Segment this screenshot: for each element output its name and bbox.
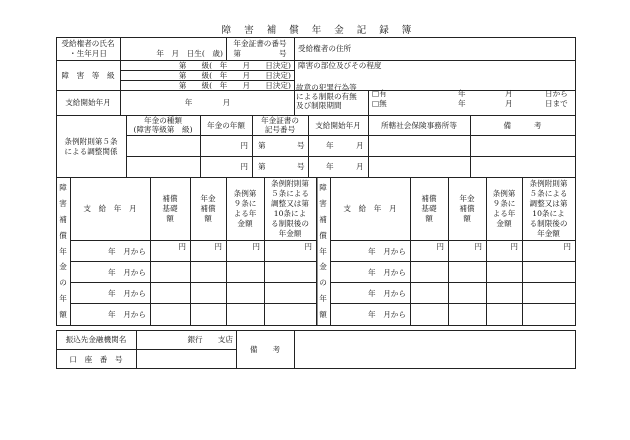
side-label-char: 償 bbox=[319, 230, 327, 240]
title-char: 償 bbox=[289, 25, 304, 36]
yen-unit: 円 bbox=[563, 242, 571, 251]
bank-remarks-label: 備 考 bbox=[249, 345, 281, 354]
side-label-char: 年 bbox=[319, 293, 327, 303]
bank-label: 振込先金融機関名 bbox=[65, 335, 127, 344]
art5-header: る制限後の bbox=[529, 219, 568, 228]
remarks-header: 備 考 bbox=[503, 121, 542, 130]
yen-unit: 円 bbox=[240, 141, 248, 150]
cert-no-header: 記号番号 bbox=[264, 125, 296, 134]
side-label-char: 害 bbox=[59, 199, 67, 209]
fault-no-checkbox[interactable]: □無 bbox=[372, 99, 387, 108]
art5-header: 調整又は第 bbox=[271, 199, 309, 208]
title-char: 補 bbox=[266, 25, 282, 36]
bank-value: 銀行 支店 bbox=[187, 335, 233, 344]
side-label-char: 害 bbox=[319, 199, 327, 209]
title-char: 害 bbox=[244, 25, 259, 36]
art5-header: ５条による bbox=[271, 189, 309, 198]
side-label-char: の bbox=[319, 278, 327, 288]
go-unit: 号 bbox=[297, 162, 305, 171]
yen-unit: 円 bbox=[178, 242, 186, 251]
base-amount-header: 基礎 bbox=[421, 204, 437, 213]
start-header: 支給開始年月 bbox=[315, 121, 361, 130]
base-amount-header: 補償 bbox=[421, 194, 437, 203]
yen-unit: 円 bbox=[510, 242, 518, 251]
art9-header: 条例第 bbox=[233, 189, 257, 198]
yen-unit: 円 bbox=[252, 242, 260, 251]
fault-month: 月 bbox=[505, 89, 513, 98]
annual-amount-header: 補償 bbox=[200, 204, 216, 213]
yen-unit: 円 bbox=[474, 242, 482, 251]
annual-amount-header: 補償 bbox=[459, 204, 475, 213]
row-month: 年 月から bbox=[368, 268, 406, 277]
grade-row: 第 級( 年 月 日決定) bbox=[178, 61, 291, 70]
fault-label: による制限の有無 bbox=[296, 92, 357, 101]
birth-line: 年 月 日生( 歳) bbox=[156, 49, 223, 58]
base-amount-header: 額 bbox=[166, 214, 174, 223]
fault-yes-checkbox[interactable]: □有 bbox=[372, 89, 387, 98]
fault-year: 年 bbox=[458, 89, 466, 98]
yen-unit: 円 bbox=[436, 242, 444, 251]
fault-year: 年 bbox=[458, 99, 466, 108]
art9-header: ９条に bbox=[233, 199, 257, 208]
adjust-label: 条例附則第５条 bbox=[64, 137, 118, 146]
annual-amount-header: 額 bbox=[204, 214, 212, 223]
side-label-char: 額 bbox=[59, 309, 67, 319]
side-label-char: 補 bbox=[319, 214, 327, 224]
art9-header: 条例第 bbox=[492, 189, 516, 198]
row-month: 年 月から bbox=[108, 310, 146, 319]
side-label-char: 年 bbox=[59, 293, 67, 303]
side-label-char: 補 bbox=[59, 214, 67, 224]
office-header: 所轄社会保険事務所等 bbox=[381, 121, 457, 130]
row-month: 年 月から bbox=[368, 310, 406, 319]
month-unit: 月 bbox=[356, 141, 364, 150]
fault-to: 日まで bbox=[545, 99, 568, 108]
cert-label: 年金証書の番号 bbox=[233, 39, 287, 48]
account-label: 口 座 番 号 bbox=[69, 355, 123, 364]
title-char: 障 bbox=[221, 25, 237, 36]
fault-from: 日から bbox=[545, 89, 568, 98]
annual-amount-header: 年金 bbox=[459, 194, 475, 203]
side-label-char: 金 bbox=[319, 262, 327, 272]
yen-unit: 円 bbox=[214, 242, 222, 251]
grade-row: 第 級( 年 月 日決定) bbox=[178, 71, 291, 80]
name-label-2: ・生年月日 bbox=[69, 49, 107, 58]
art5-header: 条例附則第 bbox=[529, 179, 568, 188]
base-amount-header: 額 bbox=[425, 214, 433, 223]
art9-header: よる年 bbox=[233, 209, 257, 218]
fault-label: 故意の犯罪行為等 bbox=[296, 83, 357, 92]
annual-amount-header: 額 bbox=[463, 214, 471, 223]
year-unit: 年 bbox=[326, 141, 334, 150]
base-amount-header: 基礎 bbox=[162, 204, 178, 213]
fault-label: 及び制限期間 bbox=[296, 101, 342, 110]
cert-value: 第 号 bbox=[233, 49, 287, 58]
adjust-label: による調整関係 bbox=[64, 147, 118, 156]
pay-month-header: 支 給 年 月 bbox=[343, 204, 397, 213]
art5-header: 10条によ bbox=[273, 209, 307, 218]
base-amount-header: 補償 bbox=[162, 194, 178, 203]
yen-unit: 円 bbox=[304, 242, 312, 251]
art5-header: ５条による bbox=[529, 189, 568, 198]
cert-no-header: 年金証書の bbox=[261, 116, 299, 125]
pension-type-header: (障害等級第 級) bbox=[133, 125, 193, 134]
side-label-char: 障 bbox=[59, 183, 67, 193]
row-month: 年 月から bbox=[108, 289, 146, 298]
side-label bbox=[316, 180, 330, 322]
fault-month: 月 bbox=[505, 99, 513, 108]
address-label: 受給権者の住所 bbox=[298, 44, 352, 53]
art5-header: 調整又は第 bbox=[529, 199, 568, 208]
pension-type-header: 年金の種類 bbox=[144, 116, 182, 125]
side-label-char: 償 bbox=[59, 230, 67, 240]
title-char: 年 bbox=[311, 25, 327, 36]
art5-header: 条例附則第 bbox=[271, 179, 309, 188]
side-label-char: の bbox=[59, 278, 67, 288]
dai-unit: 第 bbox=[258, 162, 266, 171]
start-label: 支給開始年月 bbox=[65, 98, 111, 107]
title-char: 記 bbox=[356, 25, 372, 36]
art5-header: 年金額 bbox=[278, 229, 302, 238]
art9-header: 金額 bbox=[237, 219, 253, 228]
dai-unit: 第 bbox=[258, 141, 266, 150]
row-month: 年 月から bbox=[108, 247, 146, 256]
side-label-char: 額 bbox=[319, 309, 327, 319]
side-label-char: 障 bbox=[319, 183, 327, 193]
row-month: 年 月から bbox=[108, 268, 146, 277]
month-unit: 月 bbox=[356, 162, 364, 171]
pension-amount-header: 年金の年額 bbox=[207, 121, 245, 130]
row-month: 年 月から bbox=[368, 247, 406, 256]
side-label-char: 年 bbox=[59, 246, 67, 256]
art9-header: ９条に bbox=[492, 199, 516, 208]
go-unit: 号 bbox=[297, 141, 305, 150]
annual-amount-header: 年金 bbox=[200, 194, 216, 203]
row-month: 年 月から bbox=[368, 289, 406, 298]
side-label bbox=[56, 180, 70, 322]
pay-month-header: 支 給 年 月 bbox=[83, 204, 137, 213]
start-value: 年 月 bbox=[184, 98, 231, 107]
art5-header: 年金額 bbox=[537, 229, 560, 238]
title-char: 簿 bbox=[401, 25, 417, 36]
injury-label: 障害の部位及びその程度 bbox=[298, 61, 382, 70]
art9-header: 金額 bbox=[496, 219, 512, 228]
title-char: 録 bbox=[379, 25, 394, 36]
title-char: 金 bbox=[334, 25, 349, 36]
art5-header: 10条によ bbox=[532, 209, 565, 218]
art5-header: る制限後の bbox=[271, 219, 309, 228]
yen-unit: 円 bbox=[240, 162, 248, 171]
grade-row: 第 級( 年 月 日決定) bbox=[178, 81, 291, 90]
art9-header: よる年 bbox=[492, 209, 516, 218]
side-label-char: 年 bbox=[319, 246, 327, 256]
side-label-char: 金 bbox=[59, 262, 67, 272]
year-unit: 年 bbox=[326, 162, 334, 171]
grade-label: 障 害 等 級 bbox=[61, 71, 115, 80]
name-label-1: 受給権者の氏名 bbox=[61, 39, 115, 48]
